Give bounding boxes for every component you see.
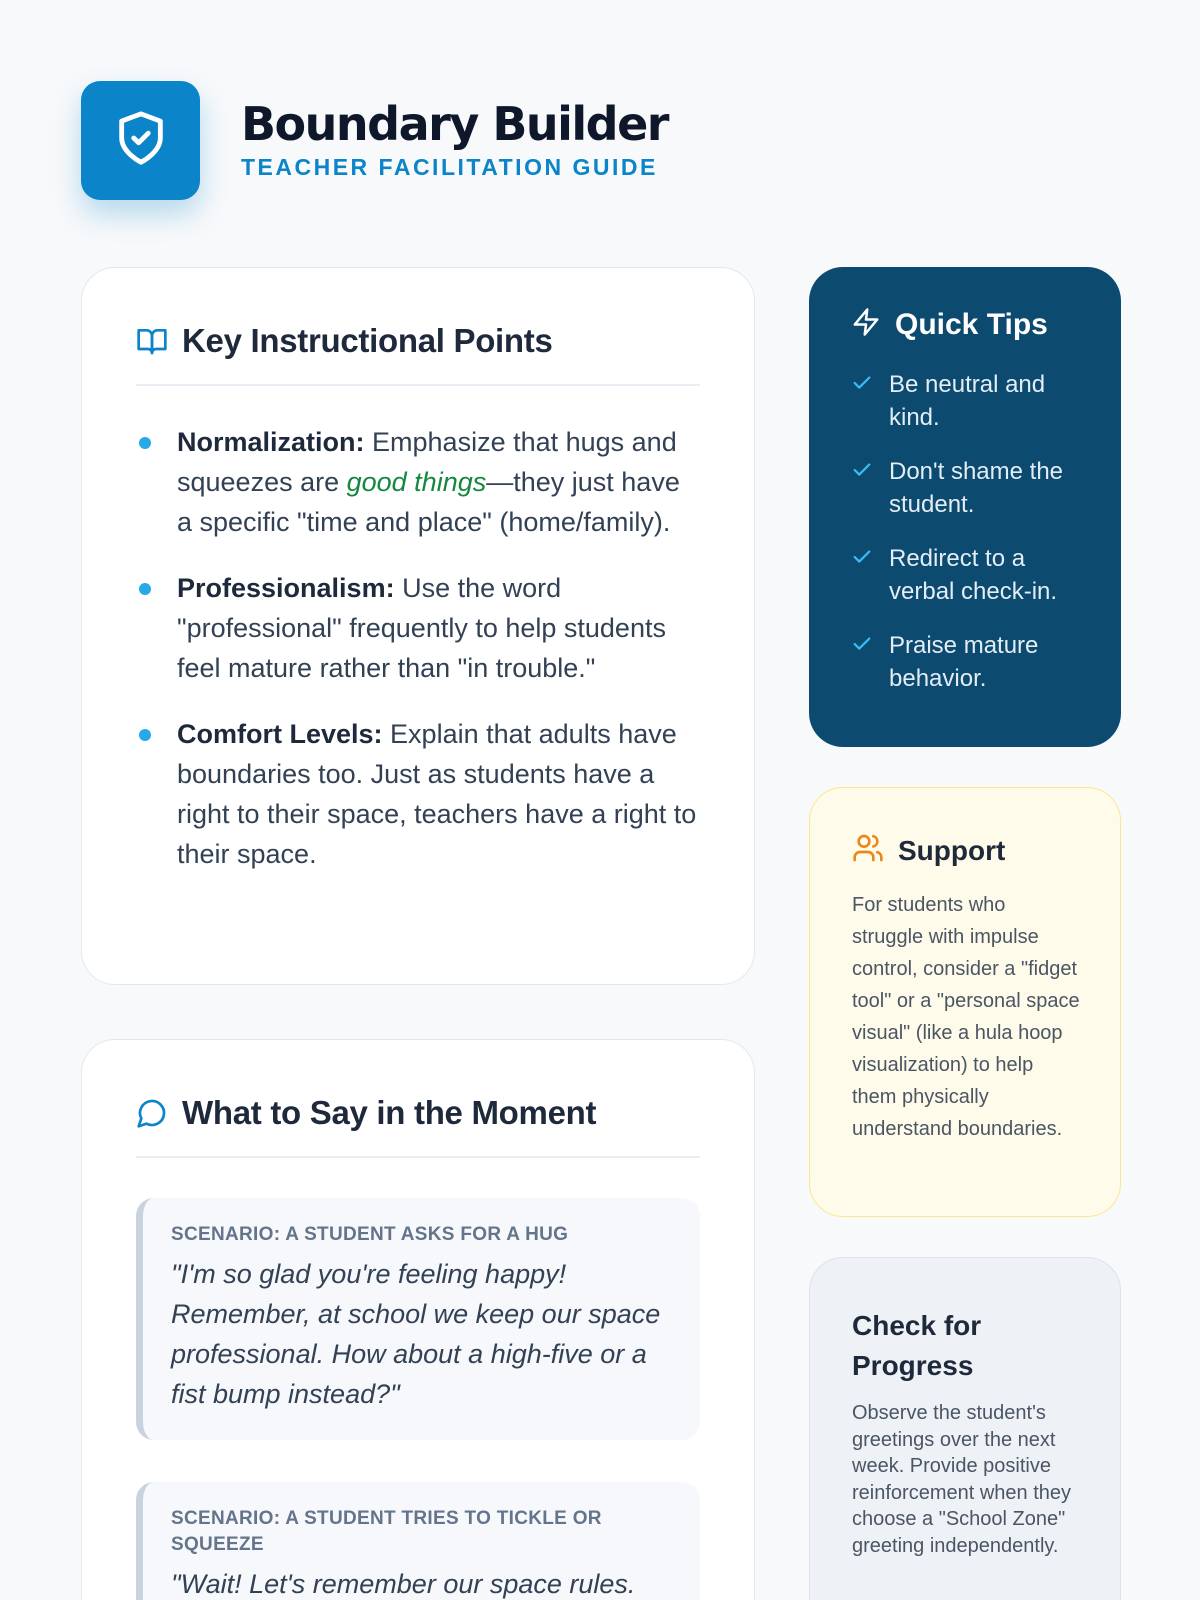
support-text: For students who struggle with impulse control, consider a "fidget tool" or a "personal space visual" (like a hula hoop visualization) to help them physically understand boundaries. [852, 894, 1080, 1140]
chat-bubble-icon [136, 1096, 170, 1130]
quick-tip-text: Don't shame the student. [889, 458, 1064, 518]
check-icon [851, 370, 875, 394]
key-points-header [136, 322, 700, 386]
shield-check-icon [112, 109, 170, 172]
support-header [852, 832, 1082, 869]
what-to-say-title: What to Say in the Moment [182, 1094, 597, 1131]
scenario-label: SCENARIO: A STUDENT ASKS FOR A HUG [171, 1224, 569, 1245]
bullet-dot [139, 437, 151, 449]
quick-tip-text: Redirect to a verbal check-in. [889, 545, 1058, 605]
bullet-dot [139, 729, 151, 741]
quick-tip-text: Be neutral and kind. [889, 371, 1046, 431]
page-header [81, 81, 668, 200]
app-subtitle: TEACHER FACILITATION GUIDE [241, 154, 658, 180]
check-icon [851, 631, 875, 655]
key-point-text: Emphasize that hugs and squeezes are [177, 427, 677, 497]
key-points-list [136, 422, 700, 874]
key-point-normalization [136, 422, 700, 542]
quick-tips-card [809, 267, 1121, 747]
key-point-text: Explain that adults have boundaries too. Just as students have a right to their space, teachers have a right to their space. [177, 719, 697, 869]
quick-tips-list [851, 368, 1081, 695]
what-to-say-header [136, 1094, 700, 1158]
progress-card [809, 1257, 1121, 1600]
quick-tip-item [851, 542, 1081, 608]
key-points-card [81, 267, 755, 985]
scenario-label: SCENARIO: A STUDENT TRIES TO TICKLE OR SQUEEZE [171, 1508, 602, 1555]
scenario-quote: "I'm so glad you're feeling happy! Remember, at school we keep our space professional. How about a high-five or a fist bump instead?" [171, 1259, 661, 1409]
quick-tips-header [851, 307, 1081, 342]
quick-tip-item [851, 368, 1081, 434]
what-to-say-card [81, 1039, 755, 1600]
support-card [809, 787, 1121, 1217]
key-point-professionalism [136, 568, 700, 688]
key-point-text: —they just have a specific "time and place" (home/family). [177, 467, 680, 537]
scenario-block [136, 1482, 700, 1600]
key-point-text: Use the word "professional" frequently to help students feel mature rather than "in trouble." [177, 573, 666, 683]
key-point-term: Comfort Levels: [177, 719, 383, 749]
check-icon [851, 457, 875, 481]
scenario-quote: "Wait! Let's remember our space rules. [171, 1569, 636, 1599]
app-logo [81, 81, 200, 200]
key-point-emphasis: good things [346, 467, 487, 497]
check-icon [851, 544, 875, 568]
key-points-title: Key Instructional Points [182, 322, 553, 359]
key-point-term: Professionalism: [177, 573, 395, 603]
key-point-term: Normalization: [177, 427, 365, 457]
quick-tip-text: Praise mature behavior. [889, 632, 1039, 692]
bullet-dot [139, 583, 151, 595]
support-title: Support [898, 834, 1006, 866]
progress-text: Observe the student's greetings over the next week. Provide positive reinforcement when they choose a "School Zone" greeting independently. [852, 1402, 1072, 1557]
users-icon [852, 832, 884, 869]
progress-title: Check for Progress [852, 1310, 982, 1381]
book-open-icon [136, 324, 170, 358]
lightning-icon [851, 307, 881, 342]
key-point-comfort-levels [136, 714, 700, 874]
scenario-block [136, 1198, 700, 1440]
quick-tip-item [851, 629, 1081, 695]
quick-tips-title: Quick Tips [895, 307, 1048, 341]
app-title: Boundary Builder [241, 97, 668, 151]
quick-tip-item [851, 455, 1081, 521]
